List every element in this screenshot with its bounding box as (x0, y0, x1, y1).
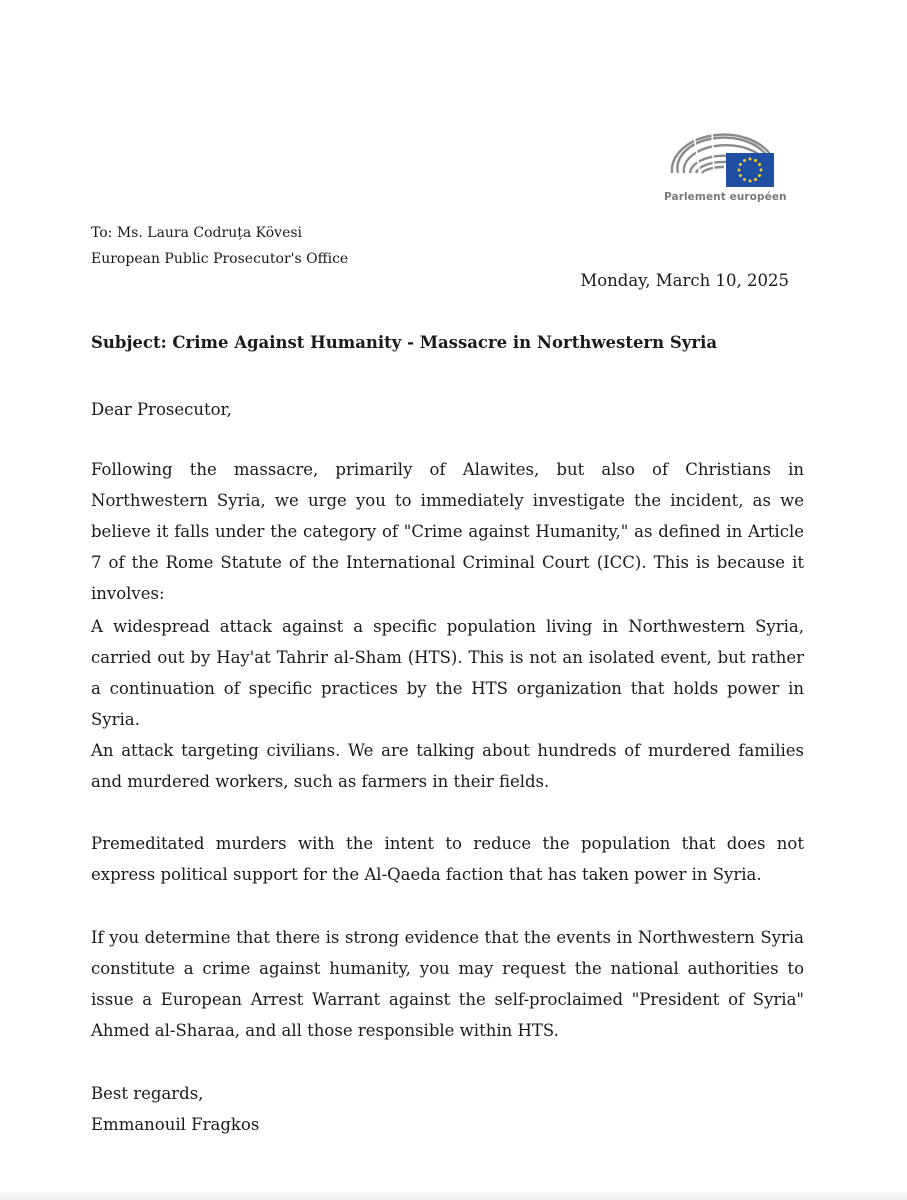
flag-star (738, 169, 741, 172)
paragraph-intro: Following the massacre, primarily of Alawites, but also of Christians in Northwestern Syria, we urge you to immediately investigate the incident, as we believe it falls under the category of "Crime against Humanity," as defined in Article 7 of the Rome Statute of the International Criminal Court (ICC). This is because it involves: (91, 460, 804, 603)
flag-star (758, 174, 761, 177)
european-parliament-logo (664, 127, 787, 211)
flag-star (754, 178, 757, 181)
closing-regards: Best regards, (91, 1084, 204, 1103)
recipient-name: To: Ms. Laura Codruța Kövesi (91, 225, 303, 241)
flag-star (743, 178, 746, 181)
flag-star (739, 163, 742, 166)
flag-star (754, 159, 757, 162)
page-bottom-edge (0, 1192, 907, 1200)
paragraph-civilians: An attack targeting civilians. We are talking about hundreds of murdered families and murdered workers, such as farmers in their fields. (91, 741, 804, 791)
flag-star (739, 174, 742, 177)
subject-line: Subject: Crime Against Humanity - Massacre in Northwestern Syria (91, 333, 718, 352)
paragraph-arrest-warrant: If you determine that there is strong evidence that the events in Northwestern Syria constitute a crime against humanity, you may request the national authorities to issue a European Arrest Warrant against the self-proclaimed "President of Syria" Ahmed al-Sharaa, and all those responsible within HTS. (91, 928, 804, 1040)
paragraph-widespread-attack: A widespread attack against a specific population living in Northwestern Syria, carried out by Hay'at Tahrir al-Sham (HTS). This is not an isolated event, but rather a continuation of specific practices by the HTS organization that holds power in Syria. (91, 617, 804, 729)
flag-star (758, 163, 761, 166)
flag-star (743, 159, 746, 162)
recipient-address (91, 220, 348, 272)
flag-star (749, 180, 752, 183)
closing-block (91, 1078, 259, 1140)
salutation: Dear Prosecutor, (91, 400, 232, 419)
recipient-office: European Public Prosecutor's Office (91, 251, 349, 267)
logo-caption: Parlement européen (664, 191, 787, 203)
hemicycle-flag-icon (664, 127, 780, 189)
letter-date: Monday, March 10, 2025 (580, 271, 789, 290)
flag-star (749, 158, 752, 161)
paragraph-premeditated: Premeditated murders with the intent to reduce the population that does not express political support for the Al-Qaeda faction that has taken power in Syria. (91, 834, 804, 884)
flag-star (760, 169, 763, 172)
signature-name: Emmanouil Fragkos (91, 1115, 260, 1134)
